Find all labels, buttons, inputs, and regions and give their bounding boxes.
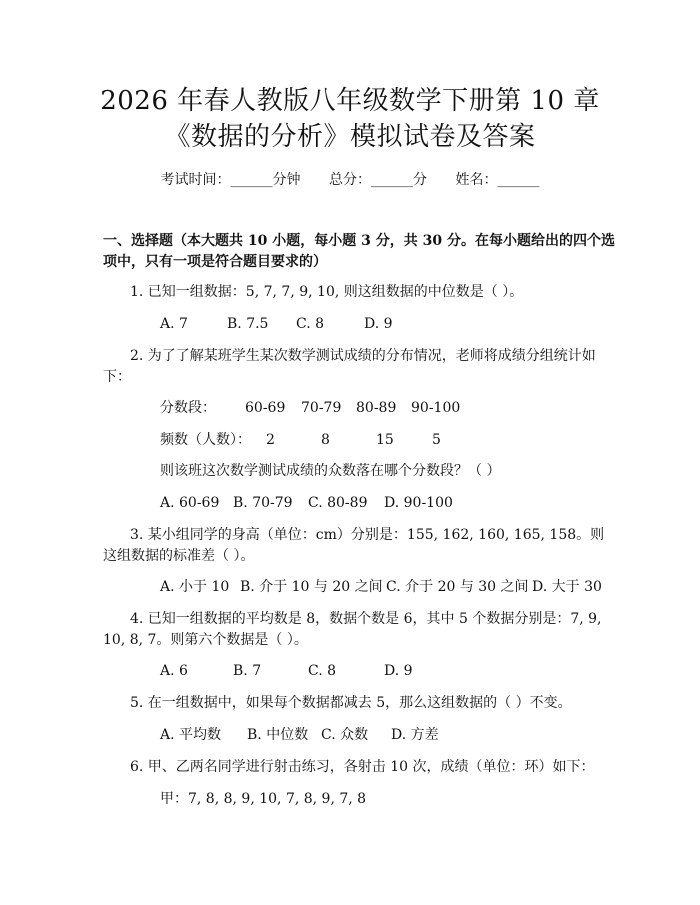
table-row1-cell: 90-100: [411, 400, 461, 416]
question-1-text: 1. 已知一组数据：5, 7, 7, 9, 10, 则这组数据的中位数是（ ）。: [130, 284, 524, 300]
question-2-question: 则该班这次数学测试成绩的众数落在哪个分数段？（ ）: [160, 463, 501, 479]
total-score-label: 总分：______分: [329, 172, 427, 188]
question-4-text-line2: 10, 8, 7。则第六个数据是（ ）。: [103, 632, 308, 648]
table-row2-cell: 5: [432, 432, 441, 448]
question-4-text-line1: 4. 已知一组数据的平均数是 8，数据个数是 6，其中 5 个数据分别是：7, 9,: [130, 611, 602, 627]
question-5-option-d: D. 方差: [391, 727, 439, 743]
question-3-option-a: A. 小于 10: [160, 579, 230, 595]
question-2-text-line1: 2. 为了了解某班学生某次数学测试成绩的分布情况，老师将成绩分组统计如: [130, 348, 596, 364]
table-row2-cell: 15: [376, 432, 394, 448]
table-row1-label: 分数段：: [160, 400, 216, 416]
question-1-option-b: B. 7.5: [227, 316, 269, 332]
question-4-option-a: A. 6: [160, 663, 188, 679]
question-3-text-line1: 3. 某小组同学的身高（单位：cm）分别是：155, 162, 160, 165, 158。则: [130, 527, 605, 543]
section1-heading-line2: 项中，只有一项是符合题目要求的）: [103, 254, 327, 270]
exam-time-label: 考试时间：______分钟: [160, 172, 301, 188]
question-1-option-c: C. 8: [296, 316, 325, 332]
section1-heading-line1: 一、选择题（本大题共 10 小题，每小题 3 分，共 30 分。在每小题给出的四个选: [103, 233, 615, 249]
table-row1-cell: 80-89: [356, 400, 397, 416]
question-3-option-b: B. 介于 10 与 20 之间: [240, 579, 383, 595]
question-2-option-a: A. 60-69: [160, 495, 220, 511]
question-2-text-line2: 下：: [103, 369, 131, 385]
table-row2-label: 频数（人数）：: [160, 432, 251, 448]
question-5-option-c: C. 众数: [321, 727, 369, 743]
document-title-line2: 《数据的分析》模拟试卷及答案: [164, 122, 536, 152]
question-6-text: 6. 甲、乙两名同学进行射击练习，各射击 10 次，成绩（单位：环）如下：: [130, 759, 595, 775]
table-row2-cell: 8: [321, 432, 330, 448]
table-row1-cell: 70-79: [301, 400, 342, 416]
question-2-option-c: C. 80-89: [308, 495, 368, 511]
document-title-line1: 2026 年春人教版八年级数学下册第 10 章: [100, 86, 600, 116]
question-6-jia-scores: 甲：7, 8, 8, 9, 10, 7, 8, 9, 7, 8: [160, 791, 367, 807]
question-5-text: 5. 在一组数据中，如果每个数据都减去 5，那么这组数据的（ ）不变。: [130, 695, 572, 711]
question-5-option-b: B. 中位数: [247, 727, 309, 743]
question-3-text-line2: 这组数据的标准差（ ）。: [103, 548, 255, 564]
table-row2-cell: 2: [266, 432, 275, 448]
question-4-option-d: D. 9: [384, 663, 413, 679]
exam-info: [0, 170, 700, 190]
name-label: 姓名：______: [455, 172, 540, 188]
table-row1-cell: 60-69: [245, 400, 286, 416]
question-2-option-d: D. 90-100: [384, 495, 453, 511]
question-3-option-c: C. 介于 20 与 30 之间: [386, 579, 529, 595]
question-1-option-d: D. 9: [364, 316, 393, 332]
question-4-option-c: C. 8: [308, 663, 337, 679]
question-3-option-d: D. 大于 30: [532, 579, 602, 595]
question-1-option-a: A. 7: [160, 316, 188, 332]
question-2-option-b: B. 70-79: [233, 495, 293, 511]
question-4-option-b: B. 7: [233, 663, 262, 679]
question-5-option-a: A. 平均数: [160, 727, 222, 743]
